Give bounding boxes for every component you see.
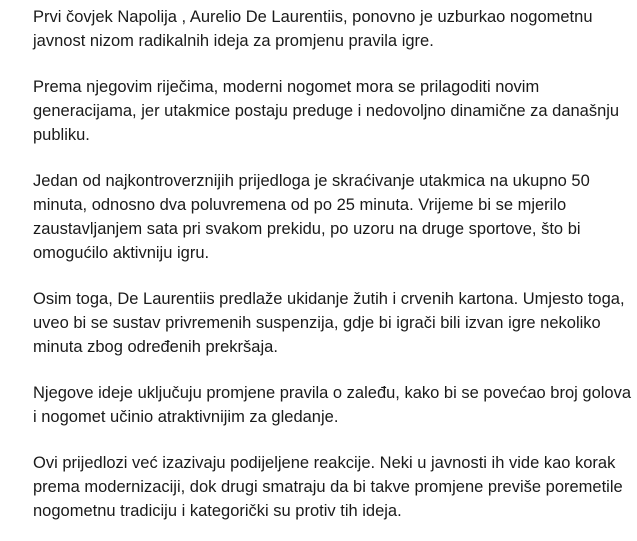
text-line: prema modernizaciji, dok drugi smatraju da bi takve promjene previše poremetile bbox=[33, 478, 623, 496]
text-line: minuta, odnosno dva poluvremena od po 25 minuta. Vrijeme bi se mjerilo bbox=[33, 196, 567, 214]
text-line: i nogomet učinio atraktivnijim za gledanje. bbox=[33, 408, 339, 426]
paragraph-reactions bbox=[33, 451, 633, 523]
text-line: minuta zbog određenih prekršaja. bbox=[33, 338, 278, 356]
paragraph-match-length bbox=[33, 169, 633, 265]
paragraph-intro bbox=[33, 5, 633, 53]
text-line: zaustavljanjem sata pri svakom prekidu, po uzoru na druge sportove, što bi bbox=[33, 220, 581, 238]
text-line: publiku. bbox=[33, 126, 90, 144]
text-line: javnost nizom radikalnih ideja za promjenu pravila igre. bbox=[33, 32, 434, 50]
text-line: Jedan od najkontroverznijih prijedloga je skraćivanje utakmica na ukupno 50 bbox=[33, 172, 590, 190]
text-line: Prema njegovim riječima, moderni nogomet mora se prilagoditi novim bbox=[33, 78, 540, 96]
text-line: generacijama, jer utakmice postaju preduge i nedovoljno dinamične za današnju bbox=[33, 102, 620, 120]
text-line: Prvi čovjek Napolija , Aurelio De Laurentiis, ponovno je uzburkao nogometnu bbox=[33, 8, 593, 26]
text-line: Njegove ideje uključuju promjene pravila o zaleđu, kako bi se povećao broj golova bbox=[33, 384, 632, 402]
paragraph-cards bbox=[33, 287, 633, 359]
text-line: nogometnu tradiciju i kategorički su protiv tih ideja. bbox=[33, 502, 402, 520]
paragraph-modernization bbox=[33, 75, 633, 147]
paragraph-offside bbox=[33, 381, 633, 429]
text-line: omogućilo aktivniju igru. bbox=[33, 244, 210, 262]
text-line: Ovi prijedlozi već izazivaju podijeljene reakcije. Neki u javnosti ih vide kao korak bbox=[33, 454, 616, 472]
text-line: uveo bi se sustav privremenih suspenzija, gdje bi igrači bili izvan igre nekoliko bbox=[33, 314, 601, 332]
text-line: Osim toga, De Laurentiis predlaže ukidanje žutih i crvenih kartona. Umjesto toga, bbox=[33, 290, 625, 308]
